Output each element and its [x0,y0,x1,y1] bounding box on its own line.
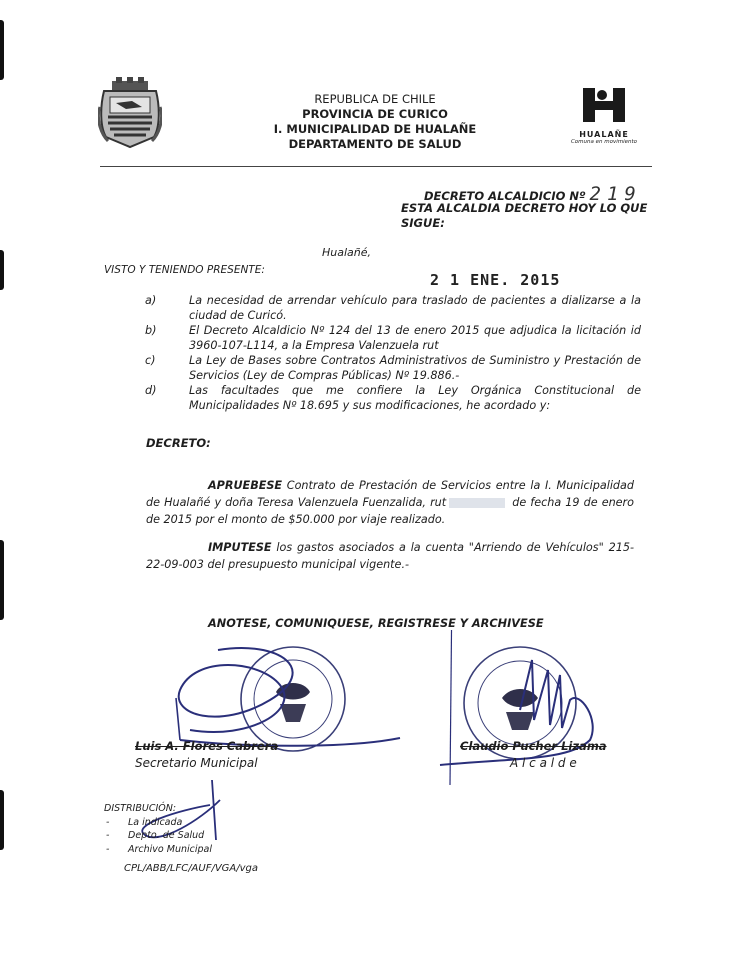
decree-intro [401,201,651,231]
decreto-paragraph-approve [146,477,634,528]
visto-item-text: La Ley de Bases sobre Contratos Administrativos de Suministro y Prestación de Servicios (Ley de Compras Públicas) Nº 19.886.- [189,354,641,382]
impute-keyword: IMPUTESE [208,541,272,554]
typist-initials: CPL/ABB/LFC/AUF/VGA/vga [124,863,259,874]
visto-item [145,293,640,323]
binder-hole [0,790,4,850]
secretary-seal-icon [241,647,345,751]
signature-stroke [450,630,452,785]
distribution-item: - Archivo Municipal [104,843,212,857]
header-province: PROVINCIA DE CURICO [302,107,448,121]
visto-item-text: El Decreto Alcaldicio Nº 124 del 13 de enero 2015 que adjudica la licitación id 3960-107-L114, a la Empresa Valenzuela rut [189,324,641,352]
binder-hole [0,250,4,290]
impute-text: los gastos asociados a la cuenta "Arriendo de Vehículos" 215-22-09-003 del presupuesto municipal vigente.- [146,541,634,571]
date-stamp: 2 1 ENE. 2015 [430,271,561,289]
approve-keyword: APRUEBESE [208,479,283,492]
place: Hualañé, [322,246,372,259]
distribution-block [104,802,212,856]
header-republic: REPUBLICA DE CHILE [314,92,436,106]
signature-stroke [176,698,180,740]
logo-text: HUALAÑE [579,130,629,139]
secretary-name: Luis A. Flores Cabrera [135,739,279,753]
visto-item-letter: b) [145,324,157,337]
decree-intro-line2: SIGUE: [401,216,445,230]
visto-item-letter: d) [145,384,157,397]
closing-formula: ANOTESE, COMUNIQUESE, REGISTRESE Y ARCHIVESE [208,617,544,630]
visto-item-text: Las facultades que me confiere la Ley Orgánica Constitucional de Municipalidades Nº 18.695 y sus modificaciones, he acordado y: [189,384,641,412]
visto-item [145,323,640,353]
coat-of-arms-logo [98,77,162,149]
hualane-h-icon [581,86,627,124]
header-department: DEPARTAMENTO DE SALUD [288,137,462,151]
header-municipality: I. MUNICIPALIDAD DE HUALAÑE [273,122,477,136]
visto-item [145,383,640,413]
logo-slogan: Comuna en movimiento [570,139,638,145]
secretary-role: Secretario Municipal [135,756,258,770]
header-divider [100,166,652,167]
decree-intro-line1: ESTA ALCALDIA DECRETO HOY LO QUE [401,201,648,215]
redacted-rut [449,498,505,508]
visto-item-text: La necesidad de arrendar vehículo para traslado de pacientes a dializarse a la ciudad de Curicó. [189,294,641,322]
distribution-heading: DISTRIBUCIÓN: [104,803,177,814]
approve-text-b: de fecha 19 de enero de 2015 por el monto de $50.000 por viaje realizado. [146,496,634,526]
hualane-logo [566,86,642,145]
mayor-role: A l c a l d e [510,756,577,770]
distribution-list [104,816,212,857]
visto-item-letter: a) [145,294,157,307]
binder-hole [0,20,4,80]
decreto-heading: DECRETO: [146,436,211,450]
distribution-item: - Depto. de Salud [104,829,212,843]
decree-label: DECRETO ALCALDICIO Nº [424,189,586,203]
decree-number: 219 [589,183,642,205]
visto-item [145,353,640,383]
approve-text-a: Contrato de Prestación de Servicios entre la I. Municipalidad de Hualañé y doña Teresa Valenzuela Fuenzalida, rut [146,479,634,509]
mayor-name: Claudio Pucher Lizama [460,739,607,753]
header-block [250,92,500,152]
distribution-item: - La indicada [104,816,212,830]
binder-hole [0,540,4,620]
visto-item-letter: c) [145,354,156,367]
decreto-paragraph-impute [146,539,634,573]
visto-heading: VISTO Y TENIENDO PRESENTE: [104,264,265,276]
